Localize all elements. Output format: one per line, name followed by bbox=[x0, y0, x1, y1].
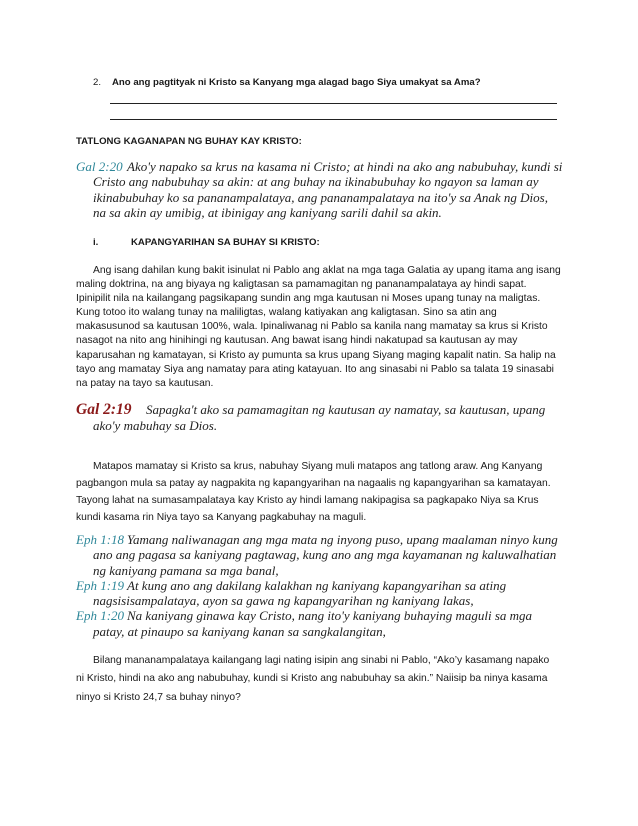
paragraph-line: kaparusahan ng kamatayan, si Kristo ay pumunta sa krus upang Siyang maging kapalit natin. Sa halip na bbox=[76, 349, 556, 361]
verse-line: patay, at pinaupo sa kaniyang kanan sa sangkalangitan, bbox=[93, 623, 386, 639]
verse-reference: Eph 1:18 bbox=[76, 532, 125, 547]
paragraph-line: Ipinipilit nila na kailangang pagsikapang sundin ang mga kautusan ni Moses upang tunay na maligtas. bbox=[76, 293, 541, 305]
paragraph-line: makasusunod sa kautusan 100%, wala. Ipinaliwanag ni Pablo sa kanila nang mamatay sa krus si Kristo bbox=[76, 321, 548, 333]
paragraph-line: Matapos mamatay si Kristo sa krus, nabuhay Siyang muli matapos ang tatlong araw. Ang Kanyang bbox=[93, 461, 543, 472]
subheading bbox=[93, 235, 320, 251]
question-item bbox=[93, 75, 481, 91]
verse-gal-2-20 bbox=[76, 159, 562, 221]
paragraph-line: ninyo si Kristo 24,7 sa buhay ninyo? bbox=[76, 691, 241, 703]
verse-line: Sapagka't ako sa pamamagitan ng kautusan ay namatay, sa kautusan, upang bbox=[146, 402, 546, 417]
verse-line: Yamang naliwanagan ang mga mata ng inyong puso, upang maalaman ninyo kung bbox=[127, 532, 558, 547]
paragraph-2 bbox=[76, 459, 551, 527]
paragraph-line: ni Kristo, hindi na ako ang nabubuhay, kundi si Kristo ang nabubuhay sa akin.” Naiisip ba ninya kasama bbox=[76, 673, 548, 685]
verse-first-line bbox=[76, 532, 558, 547]
verse-line: At kung ano ang dakilang kalakhan ng kaniyang kapangyarihan sa ating bbox=[127, 577, 507, 593]
verse-line: Ako'y napako sa krus na kasama ni Cristo; at hindi na ako ang nabubuhay, kundi si bbox=[127, 159, 563, 174]
subheading-text: KAPANGYARIHAN SA BUHAY SI KRISTO: bbox=[131, 237, 320, 248]
paragraph-line: nasagot na nito ang hinihingi ng kautusan. Ang bawat isang hindi nakatupad sa kautusan ay may bbox=[76, 335, 518, 347]
paragraph-line: Kung totoo ito walang tunay na maliligtas, walang katiyakan ang kaligtasan. Sino sa atin ang bbox=[76, 307, 497, 319]
verse-line: na sa akin ay umibig, at ibinigay ang kaniyang sarili dahil sa akin. bbox=[93, 205, 442, 221]
verse-line: ng kaniyang pamana sa mga banal, bbox=[93, 562, 279, 578]
verse-line: ano ang pagasa sa kaniyang pagtawag, kung ano ang mga kayamanan ng kaluwalhatian bbox=[93, 547, 557, 563]
answer-line bbox=[110, 103, 557, 104]
verse-first-line bbox=[76, 608, 558, 623]
verses-ephesians bbox=[76, 532, 558, 639]
verse-gal-2-19 bbox=[76, 402, 545, 433]
paragraph-line: na patay na tayo sa kautusan. bbox=[76, 377, 214, 389]
paragraph-line: pagbangon mula sa patay ay nagpakita ng kapangyarihan na nagaalis ng kapangyarihan sa kamatayan. bbox=[76, 477, 551, 489]
verse-first-line bbox=[76, 159, 562, 174]
verse-line: Na kaniyang ginawa kay Cristo, nang ito'y kaniyang buhaying maguli sa mga bbox=[127, 608, 533, 624]
paragraph-line: kundi kasama rin Niya tayo sa Kanyang pagkabuhay na maguli. bbox=[76, 511, 367, 523]
subheading-marker: i. bbox=[93, 237, 99, 248]
verse-first-line bbox=[76, 402, 545, 418]
verse-reference: Eph 1:19 bbox=[76, 577, 125, 593]
verse-line: ako'y mabuhay sa Dios. bbox=[93, 417, 218, 433]
paragraph-3 bbox=[76, 652, 549, 707]
verse-line: Cristo ang nabubuhay sa akin: at ang buhay na ikinabubuhay ko ngayon sa laman ay bbox=[93, 174, 539, 190]
paragraph-1 bbox=[76, 264, 561, 391]
question-number: 2. bbox=[93, 77, 102, 88]
paragraph-line: tayo ang mamatay Siya ang namatay para ating katayuan. Ito ang sinasabi ni Pablo sa talata 19 sinasabi bbox=[76, 363, 554, 375]
verse-reference: Gal 2:20 bbox=[76, 159, 123, 174]
verse-first-line bbox=[76, 578, 558, 593]
paragraph-line: maling doktrina, na ang biyaya ng kaligtasan sa pamamagitan ng pananampalataya ay hindi sapat. bbox=[76, 279, 527, 291]
paragraph-line: Tayong lahat na sumasampalataya kay Kristo ay hindi lamang nakipagisa sa pagkapako Niya sa Krus bbox=[76, 494, 539, 506]
verse-line: nagsisisampalataya, ayon sa gawa ng kapangyarihan ng kaniyang lakas, bbox=[93, 593, 474, 609]
paragraph-line: Ang isang dahilan kung bakit isinulat ni Pablo ang aklat na mga taga Galatia ay upang itama ang isang bbox=[93, 265, 561, 276]
paragraph-line: Bilang mananampalataya kailangang lagi nating isipin ang sinabi ni Pablo, “Ako’y kasamang napako bbox=[93, 655, 550, 666]
answer-line bbox=[110, 119, 557, 120]
section-heading: TATLONG KAGANAPAN NG BUHAY KAY KRISTO: bbox=[76, 136, 302, 147]
verse-reference: Gal 2:19 bbox=[76, 401, 132, 418]
verse-line: ikinabubuhay ko sa pananampalataya, ang pananampalataya na ito'y sa Anak ng Dios, bbox=[93, 189, 548, 205]
question-text: Ano ang pagtityak ni Kristo sa Kanyang mga alagad bago Siya umakyat sa Ama? bbox=[112, 77, 481, 88]
verse-reference: Eph 1:20 bbox=[76, 608, 125, 624]
